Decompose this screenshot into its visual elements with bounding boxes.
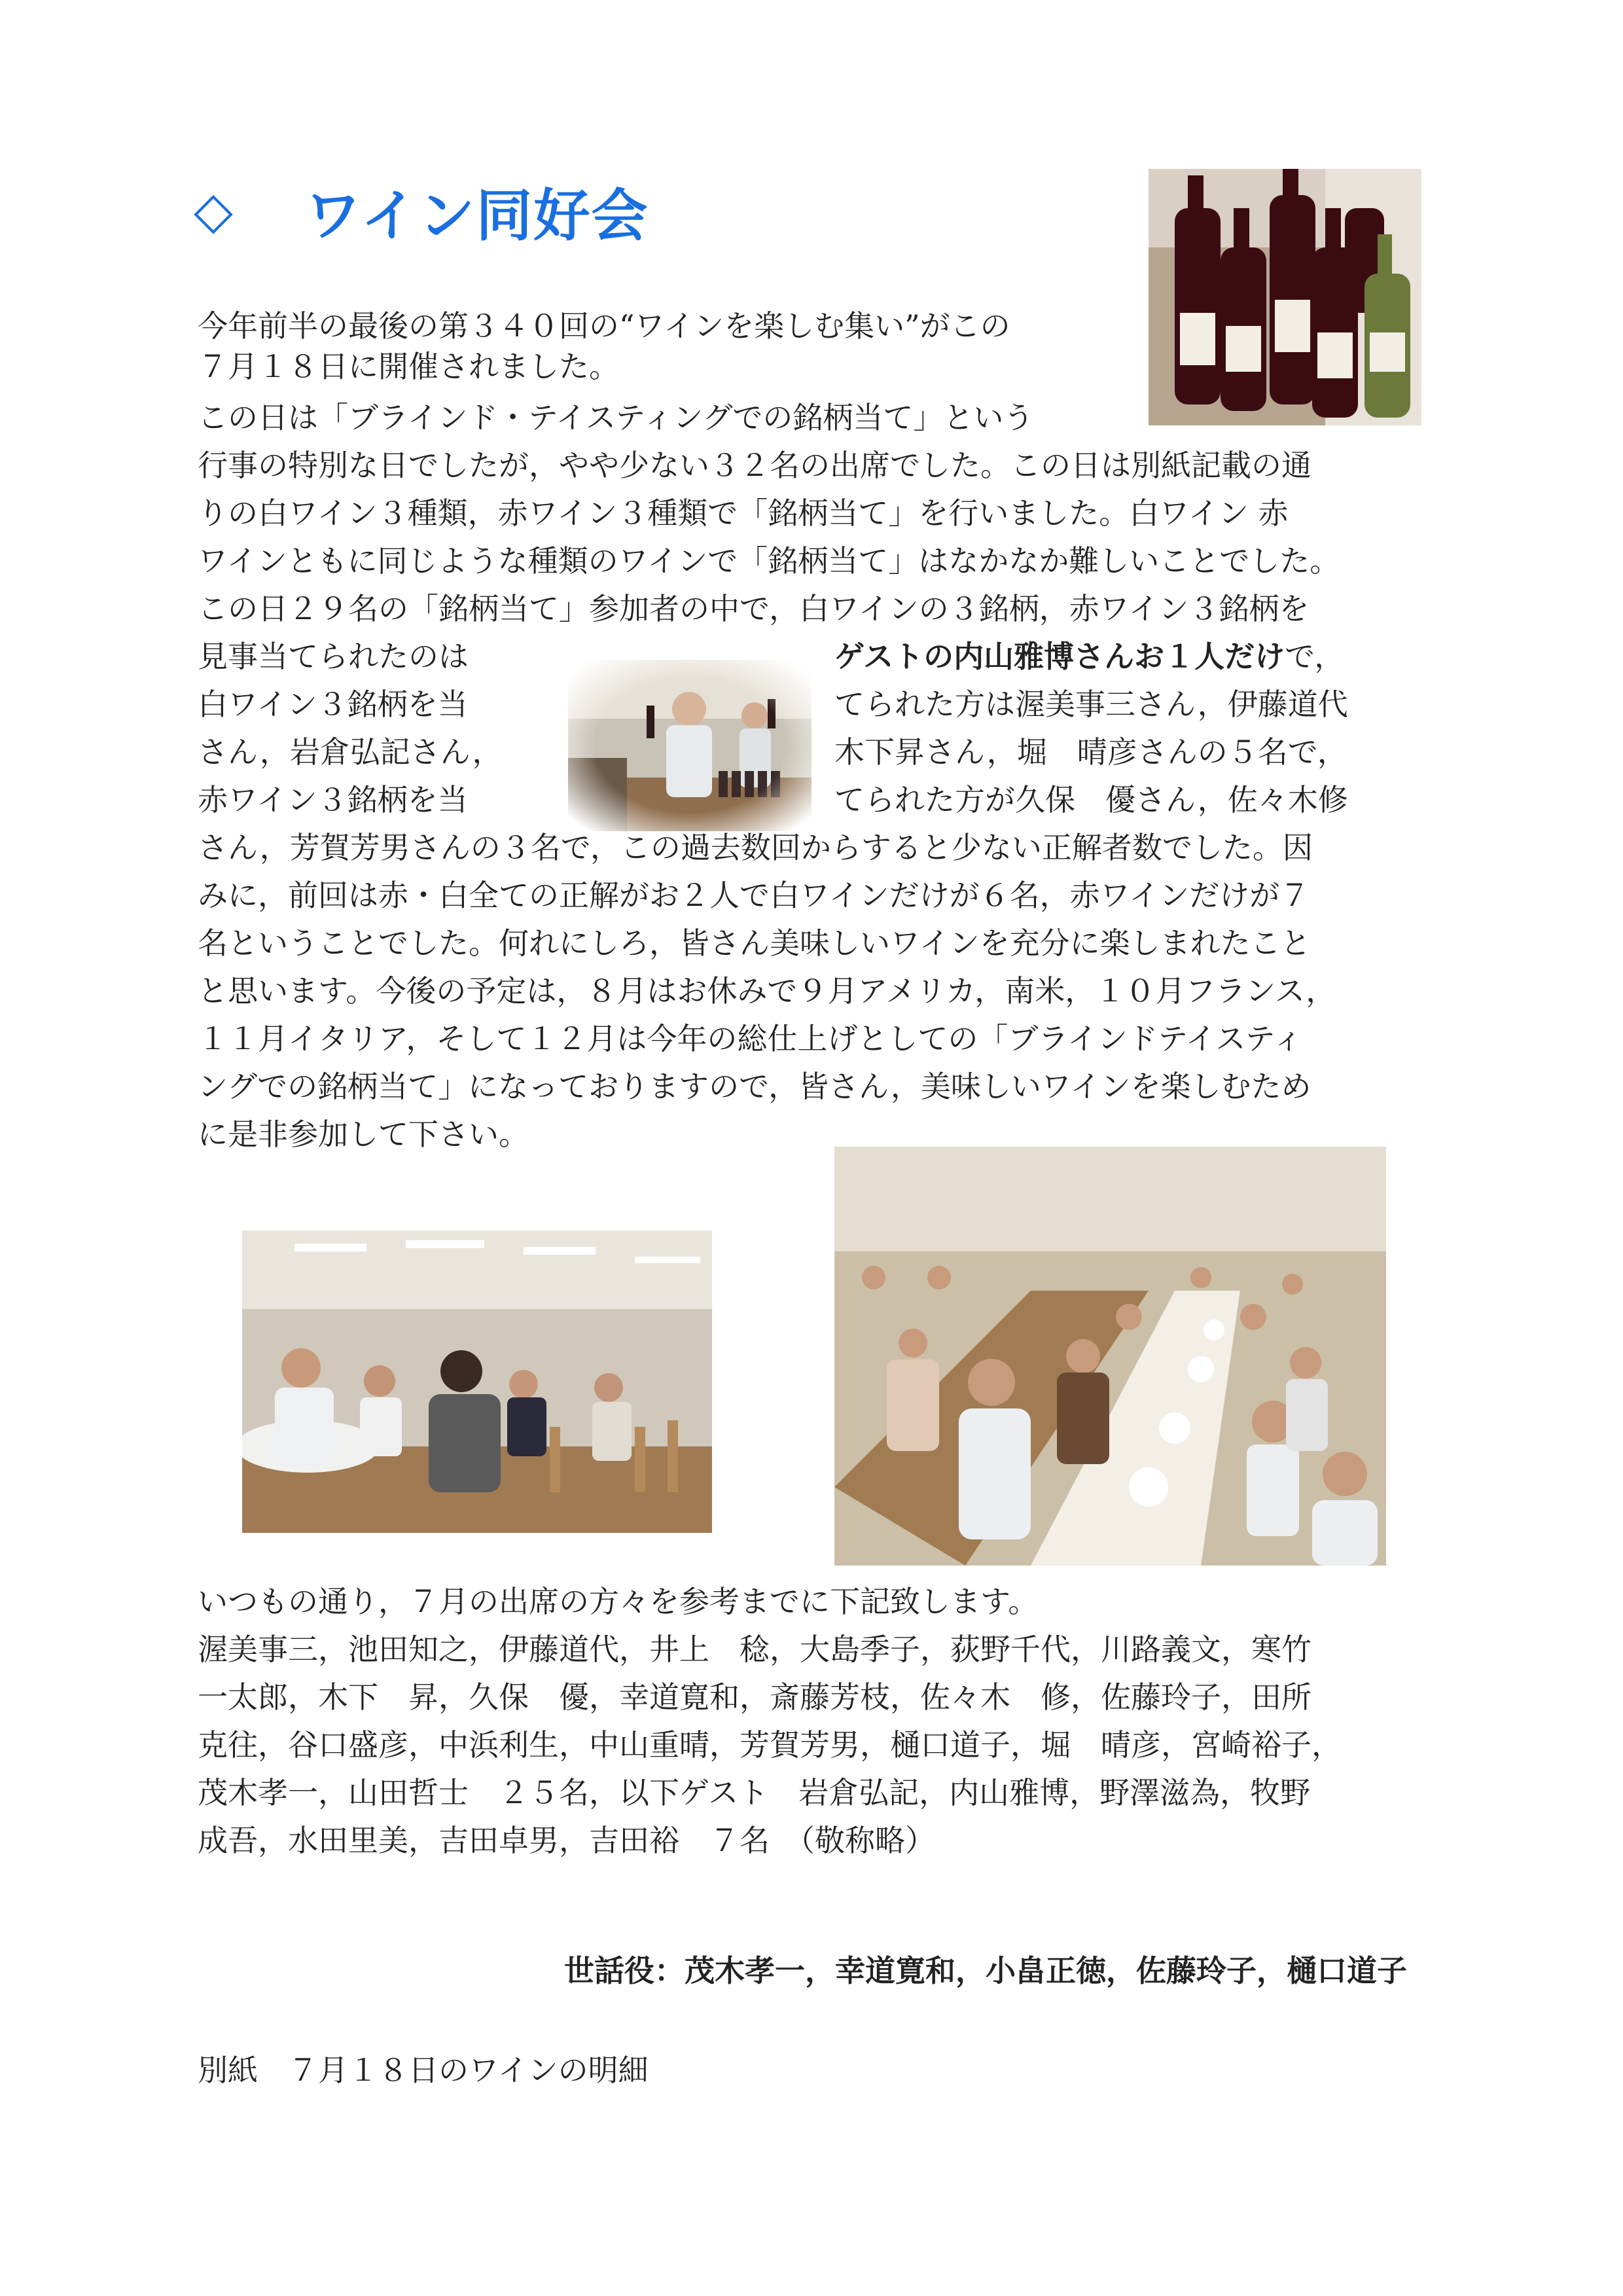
body-line: この日は「ブラインド・テイスティングでの銘柄当て」という xyxy=(198,400,1034,435)
attendance-line: 渥美事三，池田知之，伊藤道代，井上 稔，大島季子，荻野千代，川路義文，寒竹 xyxy=(198,1632,1311,1667)
body-line: に是非参加して下さい。 xyxy=(198,1117,529,1152)
body-line: 赤ワイン３銘柄を当 xyxy=(198,782,468,817)
body-line: てられた方は渥美事三さん，伊藤道代 xyxy=(834,687,1348,722)
body-line: みに，前回は赤・白全ての正解がお２人で白ワインだけが６名，赤ワインだけが７ xyxy=(198,878,1310,913)
toast-photo xyxy=(568,660,812,831)
attendance-intro: いつもの通り，７月の出席の方々を参考までに下記致します。 xyxy=(198,1584,1039,1619)
attendance-line: 茂木孝一，山田哲士 ２５名，以下ゲスト 岩倉弘記，内山雅博，野澤滋為，牧野 xyxy=(198,1775,1311,1810)
attendance-line: 一太郎，木下 昇，久保 優，幸道寛和，斎藤芳枝，佐々木 修，佐藤玲子，田所 xyxy=(198,1679,1311,1715)
attendance-line: 克往，谷口盛彦，中浜利生，中山重晴，芳賀芳男，樋口道子，堀 晴彦，宮崎裕子， xyxy=(198,1727,1342,1763)
body-line: 木下昇さん，堀 晴彦さんの５名で， xyxy=(834,734,1347,770)
body-line: この日２９名の「銘柄当て」参加者の中で，白ワインの３銘柄，赤ワイン３銘柄を xyxy=(198,591,1310,626)
body-line: ゲストの内山雅博さんお１人だけで， xyxy=(834,639,1345,674)
body-line: てられた方が久保 優さん，佐々木修 xyxy=(834,782,1348,817)
body-line: 見事当てられたのは xyxy=(198,639,469,674)
organizers-line: 世話役：茂木孝一，幸道寛和，小畠正徳，佐藤玲子，樋口道子 xyxy=(564,1953,1407,1988)
body-line: ワインともに同じような種類のワインで「銘柄当て」はなかなか難しいことでした。 xyxy=(198,543,1340,579)
body-line: 行事の特別な日でしたが，やや少ない３２名の出席でした。この日は別紙記載の通 xyxy=(198,448,1311,483)
attendance-line: 成吾，水田里美，吉田卓男，吉田裕 ７名 （敬称略） xyxy=(198,1823,935,1858)
body-line: さん，岩倉弘記さん， xyxy=(198,734,503,770)
guest-highlight: ゲストの内山雅博さんお１人だけ xyxy=(834,639,1285,674)
diamond-icon: ◇ xyxy=(194,181,233,240)
body-line: さん，芳賀芳男さんの３名で，この過去数回からすると少ない正解者数でした。因 xyxy=(198,830,1313,865)
body-line: ングでの銘柄当て」になっておりますので，皆さん，美味しいワインを楽しむため xyxy=(198,1069,1311,1104)
body-line: 今年前半の最後の第３４０回の“ワインを楽しむ集い”がこの xyxy=(198,308,1010,344)
body-line: ７月１８日に開催されました。 xyxy=(198,349,619,384)
body-line: 白ワイン３銘柄を当 xyxy=(198,687,468,722)
party-photo-right xyxy=(834,1147,1386,1566)
section-heading xyxy=(194,171,649,250)
party-photo-left xyxy=(242,1230,712,1533)
body-line: と思います。今後の予定は，８月はお休みで９月アメリカ，南米，１０月フランス， xyxy=(198,973,1336,1009)
wine-bottles-photo xyxy=(1149,169,1421,425)
body-line: １１月イタリア，そして１２月は今年の総仕上げとしての「ブラインドテイスティ xyxy=(198,1021,1303,1056)
appendix-note: 別紙 ７月１８日のワインの明細 xyxy=(198,2053,649,2088)
body-line: りの白ワイン３種類，赤ワイン３種類で「銘柄当て」を行いました。白ワイン 赤 xyxy=(198,495,1289,531)
page-title: ワイン同好会 xyxy=(305,183,649,249)
body-line: 名ということでした。何れにしろ，皆さん美味しいワインを充分に楽しまれたこと xyxy=(198,925,1311,961)
